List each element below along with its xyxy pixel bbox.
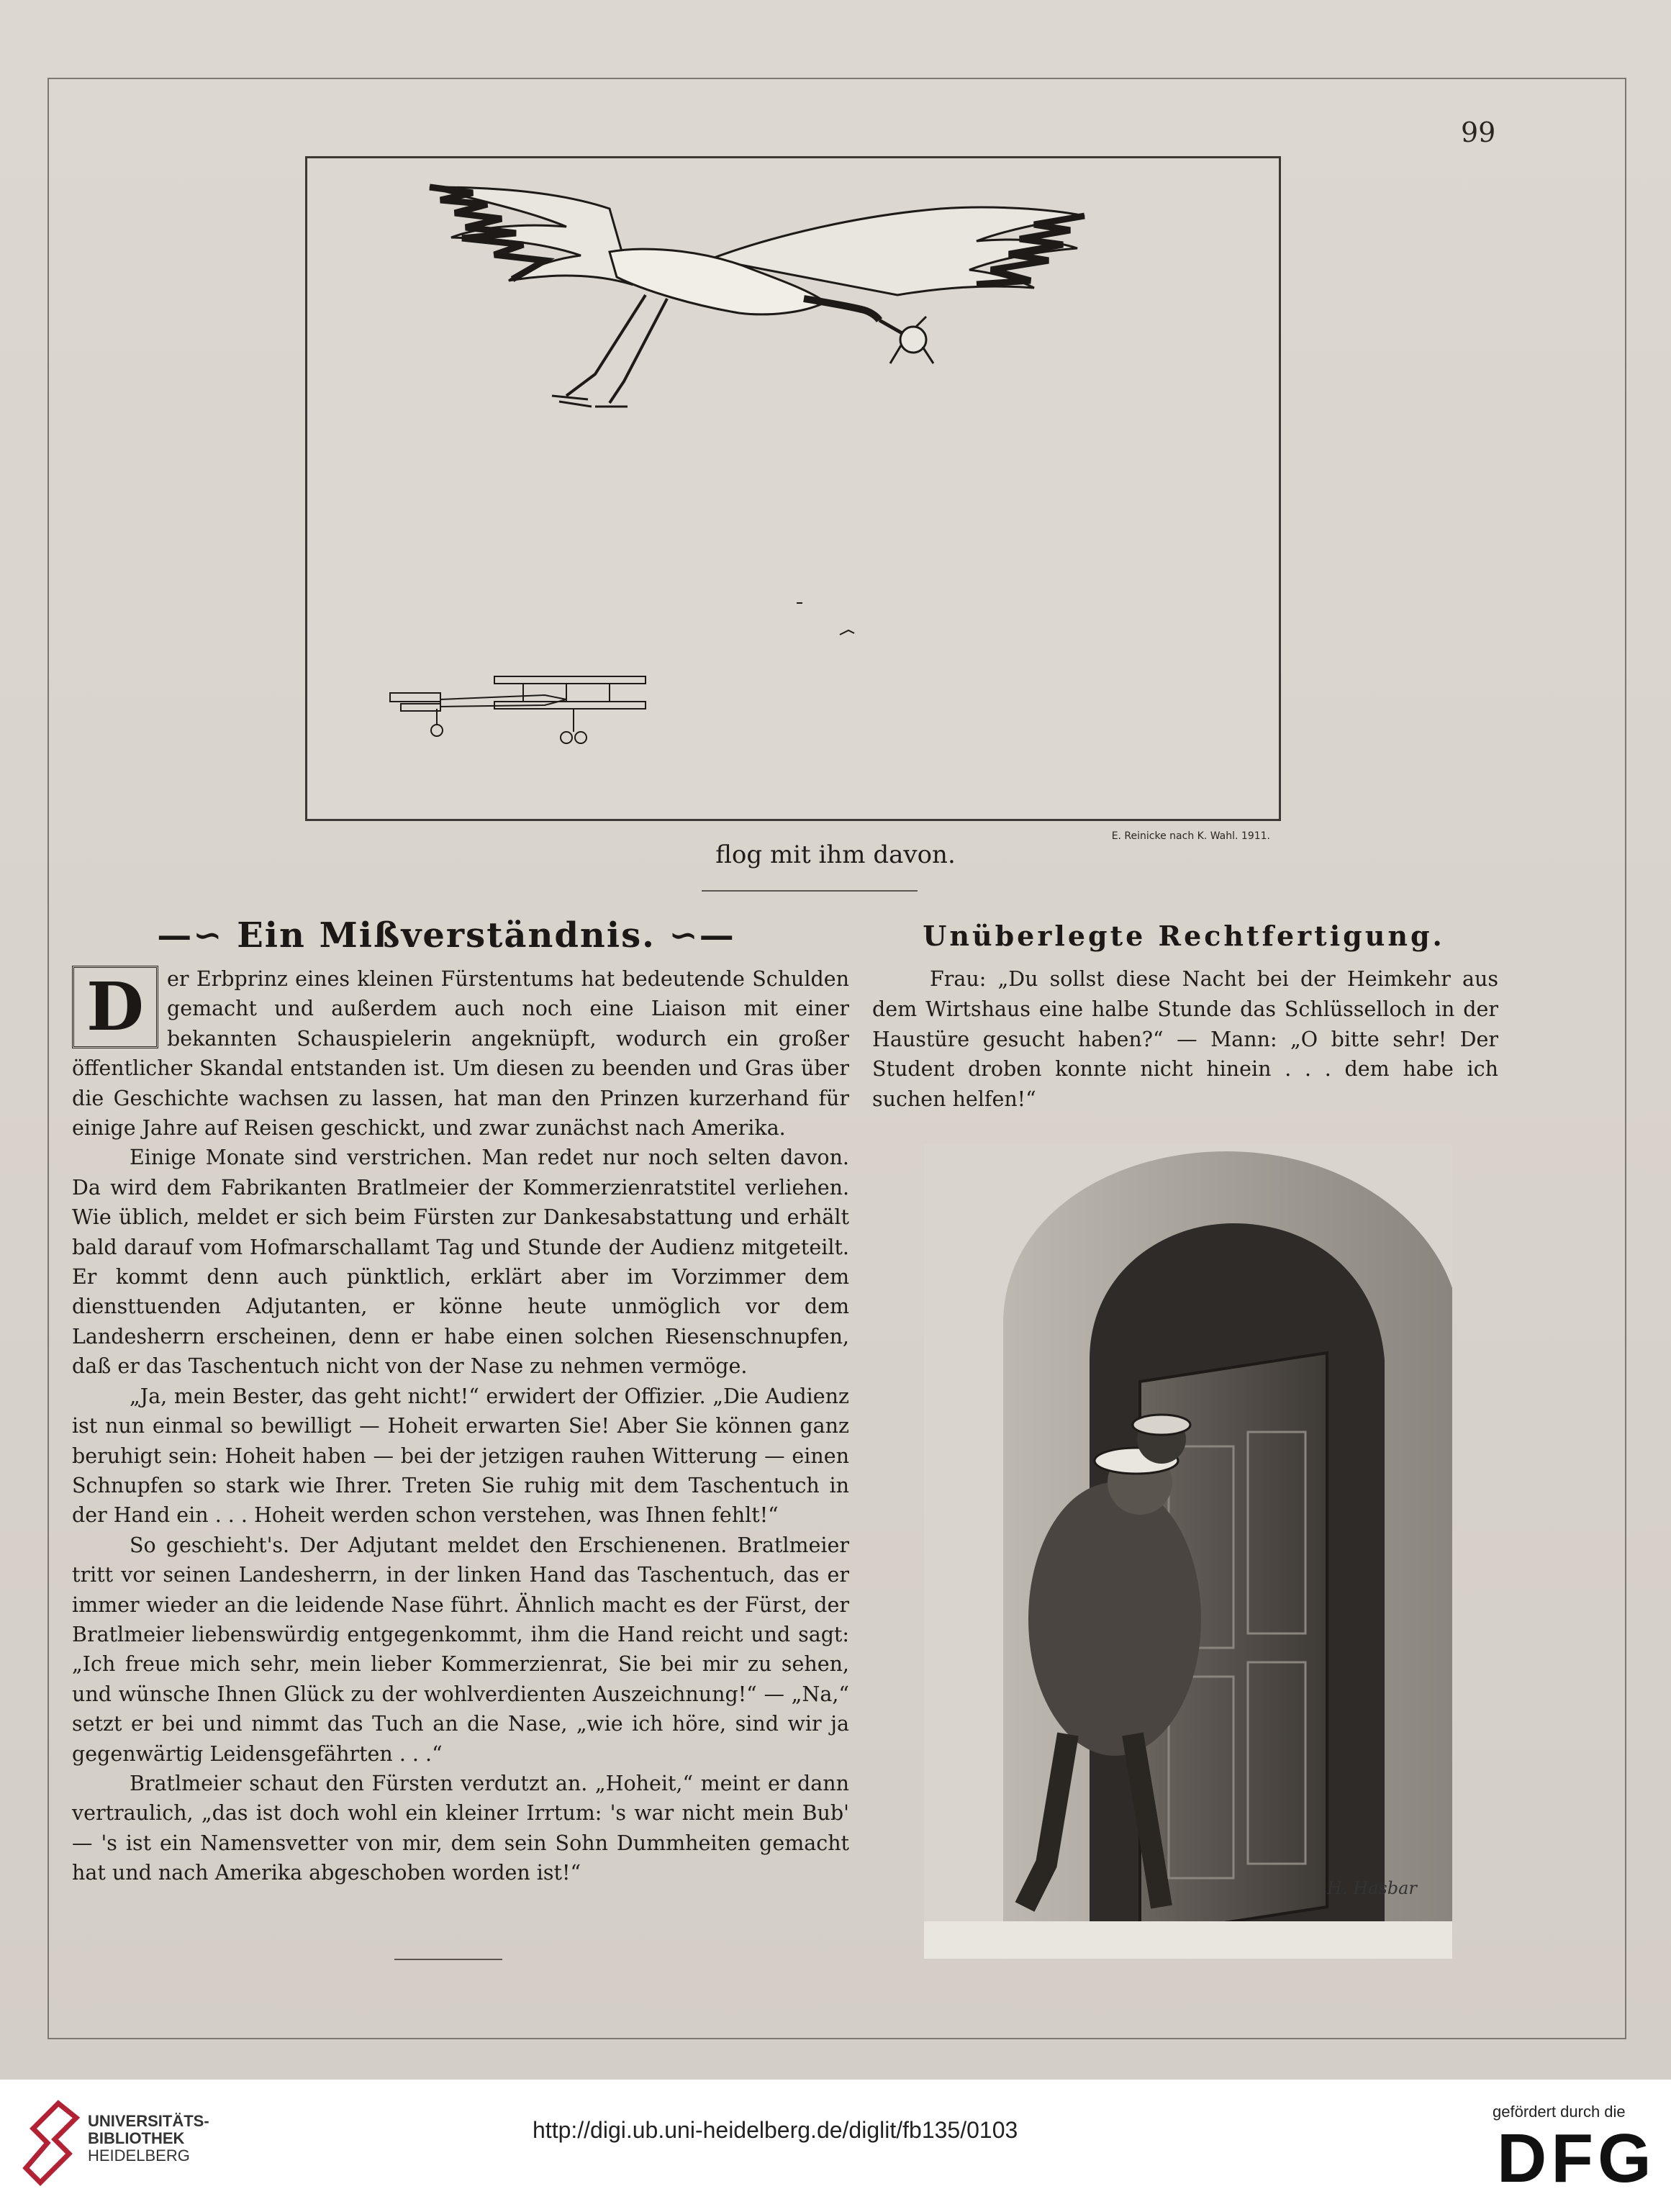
source-url-link[interactable]: http://digi.ub.uni-heidelberg.de/diglit/fb135/0103 [533,2117,1018,2143]
left-article-body [72,964,849,1888]
funded-by-label: gefördert durch die [1493,2103,1626,2121]
divider-rule [702,890,918,892]
stork-illustration [305,156,1281,842]
right-article-body [872,964,1498,1115]
paragraph-4: So geschieht's. Der Adjutant meldet den Erschienenen. Bratlmeier tritt vor seinen Landesherrn, in der linken Hand das Taschentuch, das er immer wieder an die leidende Nase führt. Ähnlich macht es der Fürst, der Bratlmeier liebenswürdig entgegenkommt, ihm die Hand reicht und sagt: „Ich freue mich sehr, mein lieber Kommerzienrat, Sie bei mir zu sehen, und wünsche Ihnen Glück zu der wohlverdienten Auszeichnung!“ — „Na,“ setzt er bei und nimmt das Tuch an die Nase, „wie ich höre, sind wir ja gegenwärtig Leidensgefährten . . .“ [72,1533,849,1766]
paragraph-2: Einige Monate sind verstrichen. Man redet nur noch selten davon. Da wird dem Fabrikanten Bratlmeier der Kommerzienratstitel verliehen. Wie üblich, meldet er sich beim Fürsten zur Dankesabstattung und erhält bald darauf vom Hofmarschallamt Tag und Stunde der Audienz mitgeteilt. Er kommt denn auch pünktlich, erklärt aber im Vorzimmer dem diensttuenden Adjutanten, er könne heute unmöglich vor dem Landesherrn erscheinen, denn er habe einen solchen Riesenschnupfen, daß er das Taschentuch nicht von der Nase zu nehmen vermöge. [72,1146,849,1379]
paragraph-1-text: er Erbprinz eines kleinen Fürstentums hat bedeutende Schulden gemacht und außerdem auch noch eine Liaison mit einer bekannten Schauspielerin angeknüpft, wodurch ein großer öffentlicher Skandal entstanden ist. Um diesen zu beenden und Gras über die Geschichte wachsen zu lassen, hat man den Prinzen kurzerhand für einige Jahre auf Reisen geschickt, und zwar zunächst nach Amerika. [72,967,849,1141]
illustration-credit: E. Reinicke nach K. Wahl. 1911. [1111,830,1270,842]
stork-drawing [307,158,1279,819]
paragraph-5: Bratlmeier schaut den Fürsten verdutzt an. „Hoheit,“ meint er dann vertraulich, „das ist doch wohl ein kleiner Irrtum: 's war nicht mein Bub' — 's ist ein Namensvetter von mir, dem sein Sohn Dummheiten gemacht hat und nach Amerika abgeschoben worden ist!“ [72,1771,849,1885]
paragraph-1 [72,964,849,1143]
paragraph-3: „Ja, mein Bester, das geht nicht!“ erwidert der Offizier. „Die Audienz ist nun einmal so bewilligt — Hoheit erwarten Sie! Aber Sie können ganz beruhigt sein: Hoheit haben — bei der jetzigen rauhen Witterung — einen Schnupfen so stark wie Ihrer. Treten Sie ruhig mit dem Taschentuch in der Hand ein . . . Hoheit werden schon verstehen, was Ihnen fehlt!“ [72,1384,849,1528]
footer-bar [0,2080,1671,2212]
end-rule [394,1959,502,1960]
university-city: HEIDELBERG [88,2147,190,2165]
right-article-title: Unüberlegte Rechtfertigung. [923,920,1445,952]
left-title-text: Ein Mißverständnis. [237,915,656,956]
door-illustration [924,1144,1452,1959]
left-article-title [86,915,806,956]
title-ornament-right: ∽— [655,915,735,956]
university-name [88,2113,246,2165]
right-article-text: Frau: „Du sollst diese Nacht bei der Heimkehr aus dem Wirtshaus eine halbe Stunde das Schlüsselloch in der Haustüre gesucht haben?“ — Mann: „O bitte sehr! Der Student droben konnte nicht hinein . . . dem habe ich suchen helfen!“ [872,967,1498,1112]
university-line-2: BIBLIOTHEK [88,2129,185,2147]
page-number: 99 [1461,117,1496,148]
university-line-1: UNIVERSITÄTS- [88,2112,209,2130]
title-ornament-left: —∽ [157,915,237,956]
drop-cap-initial: D [72,966,158,1048]
biplane-drawing [390,676,646,743]
university-logo-icon [19,2100,81,2186]
illustration-caption: flog mit ihm davon. [715,840,956,869]
door-drawing [924,1144,1452,1959]
dfg-logo: DFG [1497,2120,1656,2197]
artist-signature: H. Hasbar [1327,1878,1417,1898]
